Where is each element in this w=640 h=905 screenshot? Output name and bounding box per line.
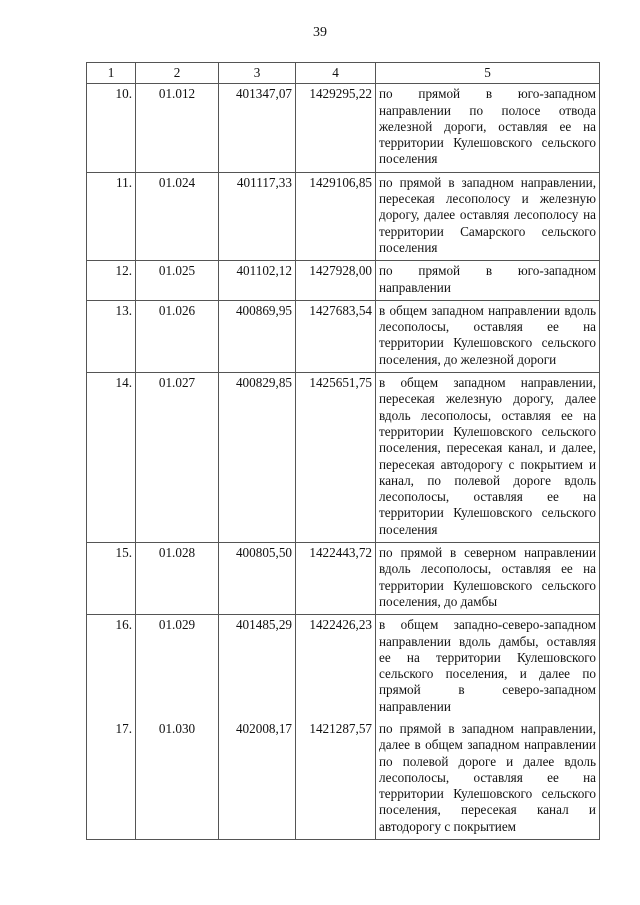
coordinate-y: 1425651,75 <box>296 373 376 543</box>
row-number: 10. <box>87 84 136 172</box>
table-row <box>87 261 600 301</box>
table-row <box>87 84 600 172</box>
coordinate-y: 1427683,54 <box>296 300 376 372</box>
point-code: 01.028 <box>136 543 219 615</box>
boundary-table <box>86 62 600 840</box>
row-number: 15. <box>87 543 136 615</box>
row-number: 17. <box>87 719 136 840</box>
coordinate-x: 400805,50 <box>219 543 296 615</box>
table-row <box>87 300 600 372</box>
row-number: 16. <box>87 615 136 719</box>
boundary-description: в общем западном направлении, пересекая железную дорогу, далее вдоль лесополосы, оставляя ее на территории Кулешовского сельского поселения, пересекая канал, и далее, пересекая автодорогу с покрытием и канал, по полевой дороге вдоль лесополосы, оставляя ее на территории Кулешовского сельского поселения <box>376 373 600 543</box>
table-header-row <box>87 63 600 84</box>
table-row <box>87 172 600 260</box>
coordinate-x: 401102,12 <box>219 261 296 301</box>
header-col-1: 1 <box>87 63 136 84</box>
boundary-description: в общем западно-северо-западном направлении вдоль дамбы, оставляя ее на территории Кулешовского сельского поселения, и далее по прямой в северо-западном направлении <box>376 615 600 719</box>
point-code: 01.012 <box>136 84 219 172</box>
boundary-description: по прямой в юго-западном направлении <box>376 261 600 301</box>
coordinate-y: 1422443,72 <box>296 543 376 615</box>
page-number: 39 <box>313 25 327 40</box>
point-code: 01.025 <box>136 261 219 301</box>
coordinate-y: 1421287,57 <box>296 719 376 840</box>
coordinate-x: 401347,07 <box>219 84 296 172</box>
point-code: 01.029 <box>136 615 219 719</box>
table-row <box>87 373 600 543</box>
table-row <box>87 615 600 719</box>
row-number: 12. <box>87 261 136 301</box>
point-code: 01.030 <box>136 719 219 840</box>
coordinate-x: 402008,17 <box>219 719 296 840</box>
point-code: 01.027 <box>136 373 219 543</box>
coordinate-y: 1429106,85 <box>296 172 376 260</box>
header-col-5: 5 <box>376 63 600 84</box>
coordinate-x: 400869,95 <box>219 300 296 372</box>
boundary-description: в общем западном направлении вдоль лесополосы, оставляя ее на территории Кулешовского сельского поселения, до железной дороги <box>376 300 600 372</box>
table-row <box>87 543 600 615</box>
boundary-description: по прямой в западном направлении, далее в общем западном направлении по полевой дороге и далее вдоль лесополосы, оставляя ее на территории Кулешовского сельского поселения, пересекая канал и автодорогу с покрытием <box>376 719 600 840</box>
boundary-description: по прямой в юго-западном направлении по полосе отвода железной дороги, оставляя ее на территории Кулешовского сельского поселения <box>376 84 600 172</box>
boundary-description: по прямой в северном направлении вдоль лесополосы, оставляя ее на территории Кулешовского сельского поселения, до дамбы <box>376 543 600 615</box>
coordinate-x: 401485,29 <box>219 615 296 719</box>
point-code: 01.024 <box>136 172 219 260</box>
coordinate-y: 1422426,23 <box>296 615 376 719</box>
boundary-description: по прямой в западном направлении, пересекая лесополосу и железную дорогу, далее оставляя лесополосу на территории Самарского сельского поселения <box>376 172 600 260</box>
header-col-4: 4 <box>296 63 376 84</box>
row-number: 11. <box>87 172 136 260</box>
coordinate-y: 1427928,00 <box>296 261 376 301</box>
table-row <box>87 719 600 840</box>
header-col-2: 2 <box>136 63 219 84</box>
row-number: 14. <box>87 373 136 543</box>
row-number: 13. <box>87 300 136 372</box>
coordinate-y: 1429295,22 <box>296 84 376 172</box>
coordinate-x: 400829,85 <box>219 373 296 543</box>
point-code: 01.026 <box>136 300 219 372</box>
coordinate-x: 401117,33 <box>219 172 296 260</box>
header-col-3: 3 <box>219 63 296 84</box>
